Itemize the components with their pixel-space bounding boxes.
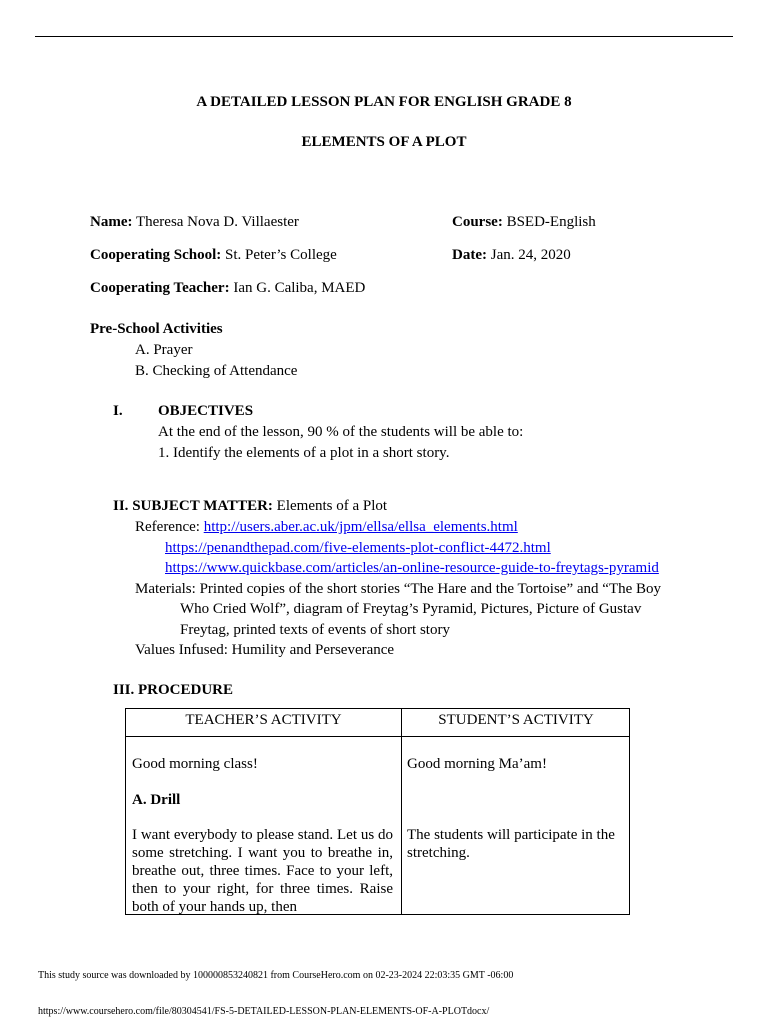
preschool-item-attendance: B. Checking of Attendance [135,363,298,379]
teacher-row [90,278,365,298]
reference-row [135,517,518,537]
subject-matter-numeral: II. [113,498,129,514]
objective-item: 1. Identify the elements of a plot in a short story. [158,445,450,461]
materials-line-1: Materials: Printed copies of the short stories “The Hare and the Tortoise” and “The Boy [135,581,662,597]
objectives-heading: OBJECTIVES [158,403,254,419]
school-value: St. Peter’s College [225,247,337,263]
student-greeting: Good morning Ma’am! [407,756,547,772]
reference-label: Reference: [135,519,200,535]
reference-row-3 [165,558,659,578]
table-header-divider [126,736,629,737]
school-row [90,245,337,265]
header-rule [35,36,733,37]
download-source-note: This study source was downloaded by 100000853240821 from CourseHero.com on 02-23-2024 22:03:35 GMT -06:00 [38,970,514,981]
student-activity-header: STUDENT’S ACTIVITY [438,712,594,728]
student-response: The students will participate in the stretching. [407,827,615,861]
objectives-intro: At the end of the lesson, 90 % of the students will be able to: [158,424,524,440]
reference-link-aber[interactable]: http://users.aber.ac.uk/jpm/ellsa/ellsa_elements.html [203,519,518,535]
teacher-label: Cooperating Teacher: [90,280,230,296]
materials-line-3: Freytag, printed texts of events of short story [180,622,450,638]
date-label: Date: [452,247,487,263]
document-title: A DETAILED LESSON PLAN FOR ENGLISH GRADE 8 [196,94,572,110]
course-row [452,212,596,232]
procedure-table [125,708,630,915]
preschool-heading: Pre-School Activities [90,321,223,337]
date-value: Jan. 24, 2020 [490,247,571,263]
teacher-greeting: Good morning class! [132,756,258,772]
teacher-value: Ian G. Caliba, MAED [233,280,366,296]
materials-line-2: Who Cried Wolf”, diagram of Freytag’s Pyramid, Pictures, Picture of Gustav [180,601,642,617]
drill-heading: A. Drill [132,792,181,808]
objectives-numeral: I. [113,403,123,419]
procedure-heading: III. PROCEDURE [113,682,234,698]
reference-link-penandthepad[interactable]: https://penandthepad.com/five-elements-plot-conflict-4472.html [165,540,551,556]
table-column-divider [401,709,402,914]
course-value: BSED-English [506,214,596,230]
reference-link-quickbase[interactable]: https://www.quickbase.com/articles/an-online-resource-guide-to-freytags-pyramid [165,560,659,576]
date-row [452,245,571,265]
drill-instructions: I want everybody to please stand. Let us do some stretching. I want you to breathe in, breathe out, three times. Face to your left, then to your right, for three times. Raise both of your hands up, then [132,827,393,915]
preschool-item-prayer: A. Prayer [135,342,193,358]
school-label: Cooperating School: [90,247,222,263]
document-subtitle: ELEMENTS OF A PLOT [301,134,467,150]
source-url: https://www.coursehero.com/file/80304541/FS-5-DETAILED-LESSON-PLAN-ELEMENTS-OF-A-PLOTdocx/ [38,1006,490,1017]
name-value: Theresa Nova D. Villaester [135,214,299,230]
subject-matter-topic: Elements of a Plot [276,498,388,514]
values-infused: Values Infused: Humility and Perseverance [135,642,395,658]
course-label: Course: [452,214,503,230]
reference-row-2 [165,538,551,558]
subject-matter-row [113,496,387,516]
teacher-activity-header: TEACHER’S ACTIVITY [185,712,342,728]
subject-matter-heading: SUBJECT MATTER: [132,498,273,514]
name-label: Name: [90,214,133,230]
name-row [90,212,299,232]
